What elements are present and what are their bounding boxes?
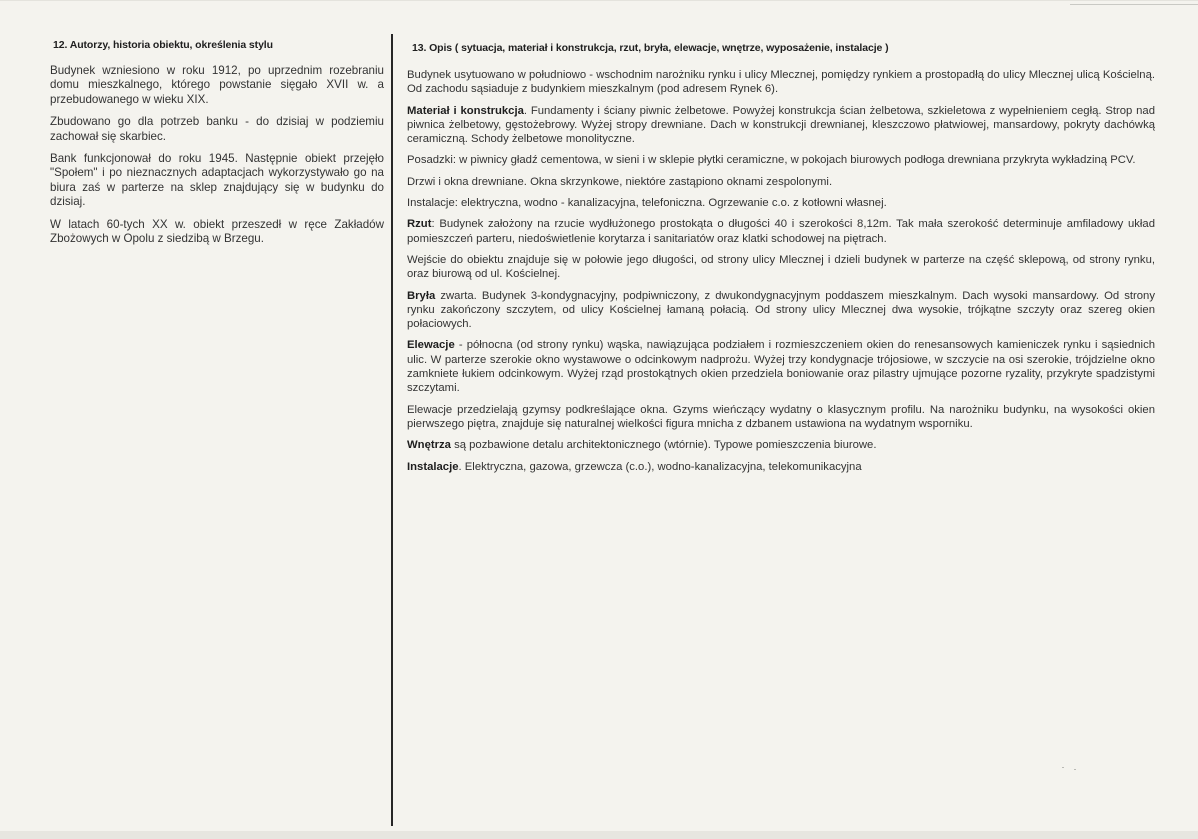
paragraph-lead: Wnętrza <box>407 439 451 452</box>
description-interiors <box>407 438 1155 452</box>
paragraph-text: : Budynek założony na rzucie wydłużonego prostokąta o długości 40 i szerokości 8,12m. Tak mała szerokość determinuje amfiladowy układ pomieszczeń parteru, niedoświetlenie korytarza i sanitariatów oraz klatki schodowej na piętrach. <box>407 218 1155 245</box>
paragraph-text: - północna (od strony rynku) wąska, nawiązująca podziałem i rozmieszczeniem okien do renesansowych kamieniczek rynku i sąsiednich ulic. W parterze szerokie okno wystawowe o odcinkowym nadprożu. Wyżej trzy kondygnacje trójosiowe, w szczycie na osi szerokie, trójdzielne okno zamkniete łukiem odcinkowym. Wyżej rząd prostokątnych okien przedziela boniowanie oraz pilastry ujmujące pozorne ryzality, przykryte spadzistymi szczytami. <box>407 339 1155 395</box>
paragraph-text: Budynek usytuowano w południowo - wschodnim narożniku rynku i ulicy Mlecznej, pomiędzy rynkiem a prostopadłą do ulicy Mlecznej ulicą Kościelną. Od zachodu sąsiaduje z budynkiem mieszkalnym (pod adresem Rynek 6). <box>407 69 1155 96</box>
description-massing <box>407 289 1155 332</box>
scan-edge-line <box>1070 4 1198 5</box>
paragraph-text: . Fundamenty i ściany piwnic żelbetowe. Powyżej konstrukcja ścian żelbetowa, szkieletowa z wypełnieniem cegłą. Strop nad piwnica żelbetowy, gęstożebrowy. Wyżej stropy drewniane. Dach w konstrukcji drewnianej, kleszczowo płatwiowej, mansardowy, pokryty dachówką ceramiczną. Schody żelbetowe monolityczne. <box>407 104 1155 146</box>
section-12-heading: 12. Autorzy, historia obiektu, określenia stylu <box>53 39 273 51</box>
scan-speck <box>1074 769 1076 770</box>
history-paragraph-3: Bank funkcjonował do roku 1945. Następnie obiekt przejęło "Społem" i po nieznacznych adaptacjach wykorzystywało go na biura zaś w parterze na sklep znajdujący się w budynku do dzisiaj. <box>50 152 384 209</box>
description-plan <box>407 217 1155 246</box>
description-situation <box>407 68 1155 97</box>
scan-speck <box>1062 767 1064 768</box>
description-doors-windows <box>407 175 1155 189</box>
paragraph-text: Drzwi i okna drewniane. Okna skrzynkowe, niektóre zastąpiono oknami zespolonymi. <box>407 175 833 188</box>
paragraph-lead: Bryła <box>407 289 436 302</box>
history-paragraph-4: W latach 60-tych XX w. obiekt przeszedł w ręce Zakładów Zbożowych w Opolu z siedzibą w Brzegu. <box>50 217 384 246</box>
section-12-column <box>50 39 384 254</box>
paragraph-lead: Elewacje <box>407 339 455 352</box>
paragraph-text: Posadzki: w piwnicy gładź cementowa, w sieni i w sklepie płytki ceramiczne, w pokojach biurowych podłoga drewniana przykryta wykładziną PCV. <box>407 154 1136 167</box>
paragraph-text: Instalacje: elektryczna, wodno - kanalizacyjna, telefoniczna. Ogrzewanie c.o. z kotłowni własnej. <box>407 197 887 210</box>
description-entrance <box>407 253 1155 282</box>
history-paragraph-2: Zbudowano go dla potrzeb banku - do dzisiaj w podziemiu zachował się skarbiec. <box>50 115 384 143</box>
section-13-heading: 13. Opis ( sytuacja, materiał i konstrukcja, rzut, bryła, elewacje, wnętrze, wyposażenie, instalacje ) <box>412 42 889 54</box>
description-cornices <box>407 403 1155 432</box>
paragraph-text: . Elektryczna, gazowa, grzewcza (c.o.), wodno-kanalizacyjna, telekomunikacyjna <box>458 460 862 473</box>
scan-bottom-band <box>0 831 1198 839</box>
description-installations-short <box>407 196 1155 210</box>
paragraph-text: Elewacje przedzielają gzymsy podkreślające okna. Gzyms wieńczący wydatny o klasycznym profilu. Na narożniku budynku, na wysokości okien pierwszego piętra, znajduje się naturalnej wielkości figura mnicha z dzbanem ustawiona na wydatnym wsporniku. <box>407 403 1155 430</box>
description-elevations <box>407 338 1155 395</box>
description-floors <box>407 153 1155 167</box>
paragraph-text: Wejście do obiektu znajduje się w połowie jego długości, od strony ulicy Mlecznej i dzieli budynek w parterze na część sklepową, od strony rynku, oraz biurową od ul. Kościelnej. <box>407 253 1155 281</box>
paragraph-text: zwarta. Budynek 3-kondygnacyjny, podpiwniczony, z dwukondygnacyjnym poddaszem mieszkalnym. Dach wysoki mansardowy. Od strony rynku zakończony szczytem, od ulicy Kościelnej łamaną połacią. Od strony ulicy Mlecznej dwa wysokie, trójkątne szczyty oraz szereg okien połaciowych. <box>407 289 1155 331</box>
section-13-column <box>407 42 1155 481</box>
paragraph-lead: Instalacje <box>407 460 459 473</box>
history-paragraph-1: Budynek wzniesiono w roku 1912, po uprzednim rozebraniu domu mieszkalnego, którego powstanie sięgało XVII w. a przebudowanego w wieku XIX. <box>50 64 384 106</box>
paragraph-text: są pozbawione detalu architektonicznego (wtórnie). Typowe pomieszczenia biurowe. <box>450 439 877 452</box>
description-installations <box>407 460 1155 474</box>
paragraph-lead: Materiał i konstrukcja <box>407 104 524 117</box>
column-divider <box>391 34 393 826</box>
description-material-construction <box>407 104 1155 147</box>
paragraph-lead: Rzut <box>407 218 432 231</box>
